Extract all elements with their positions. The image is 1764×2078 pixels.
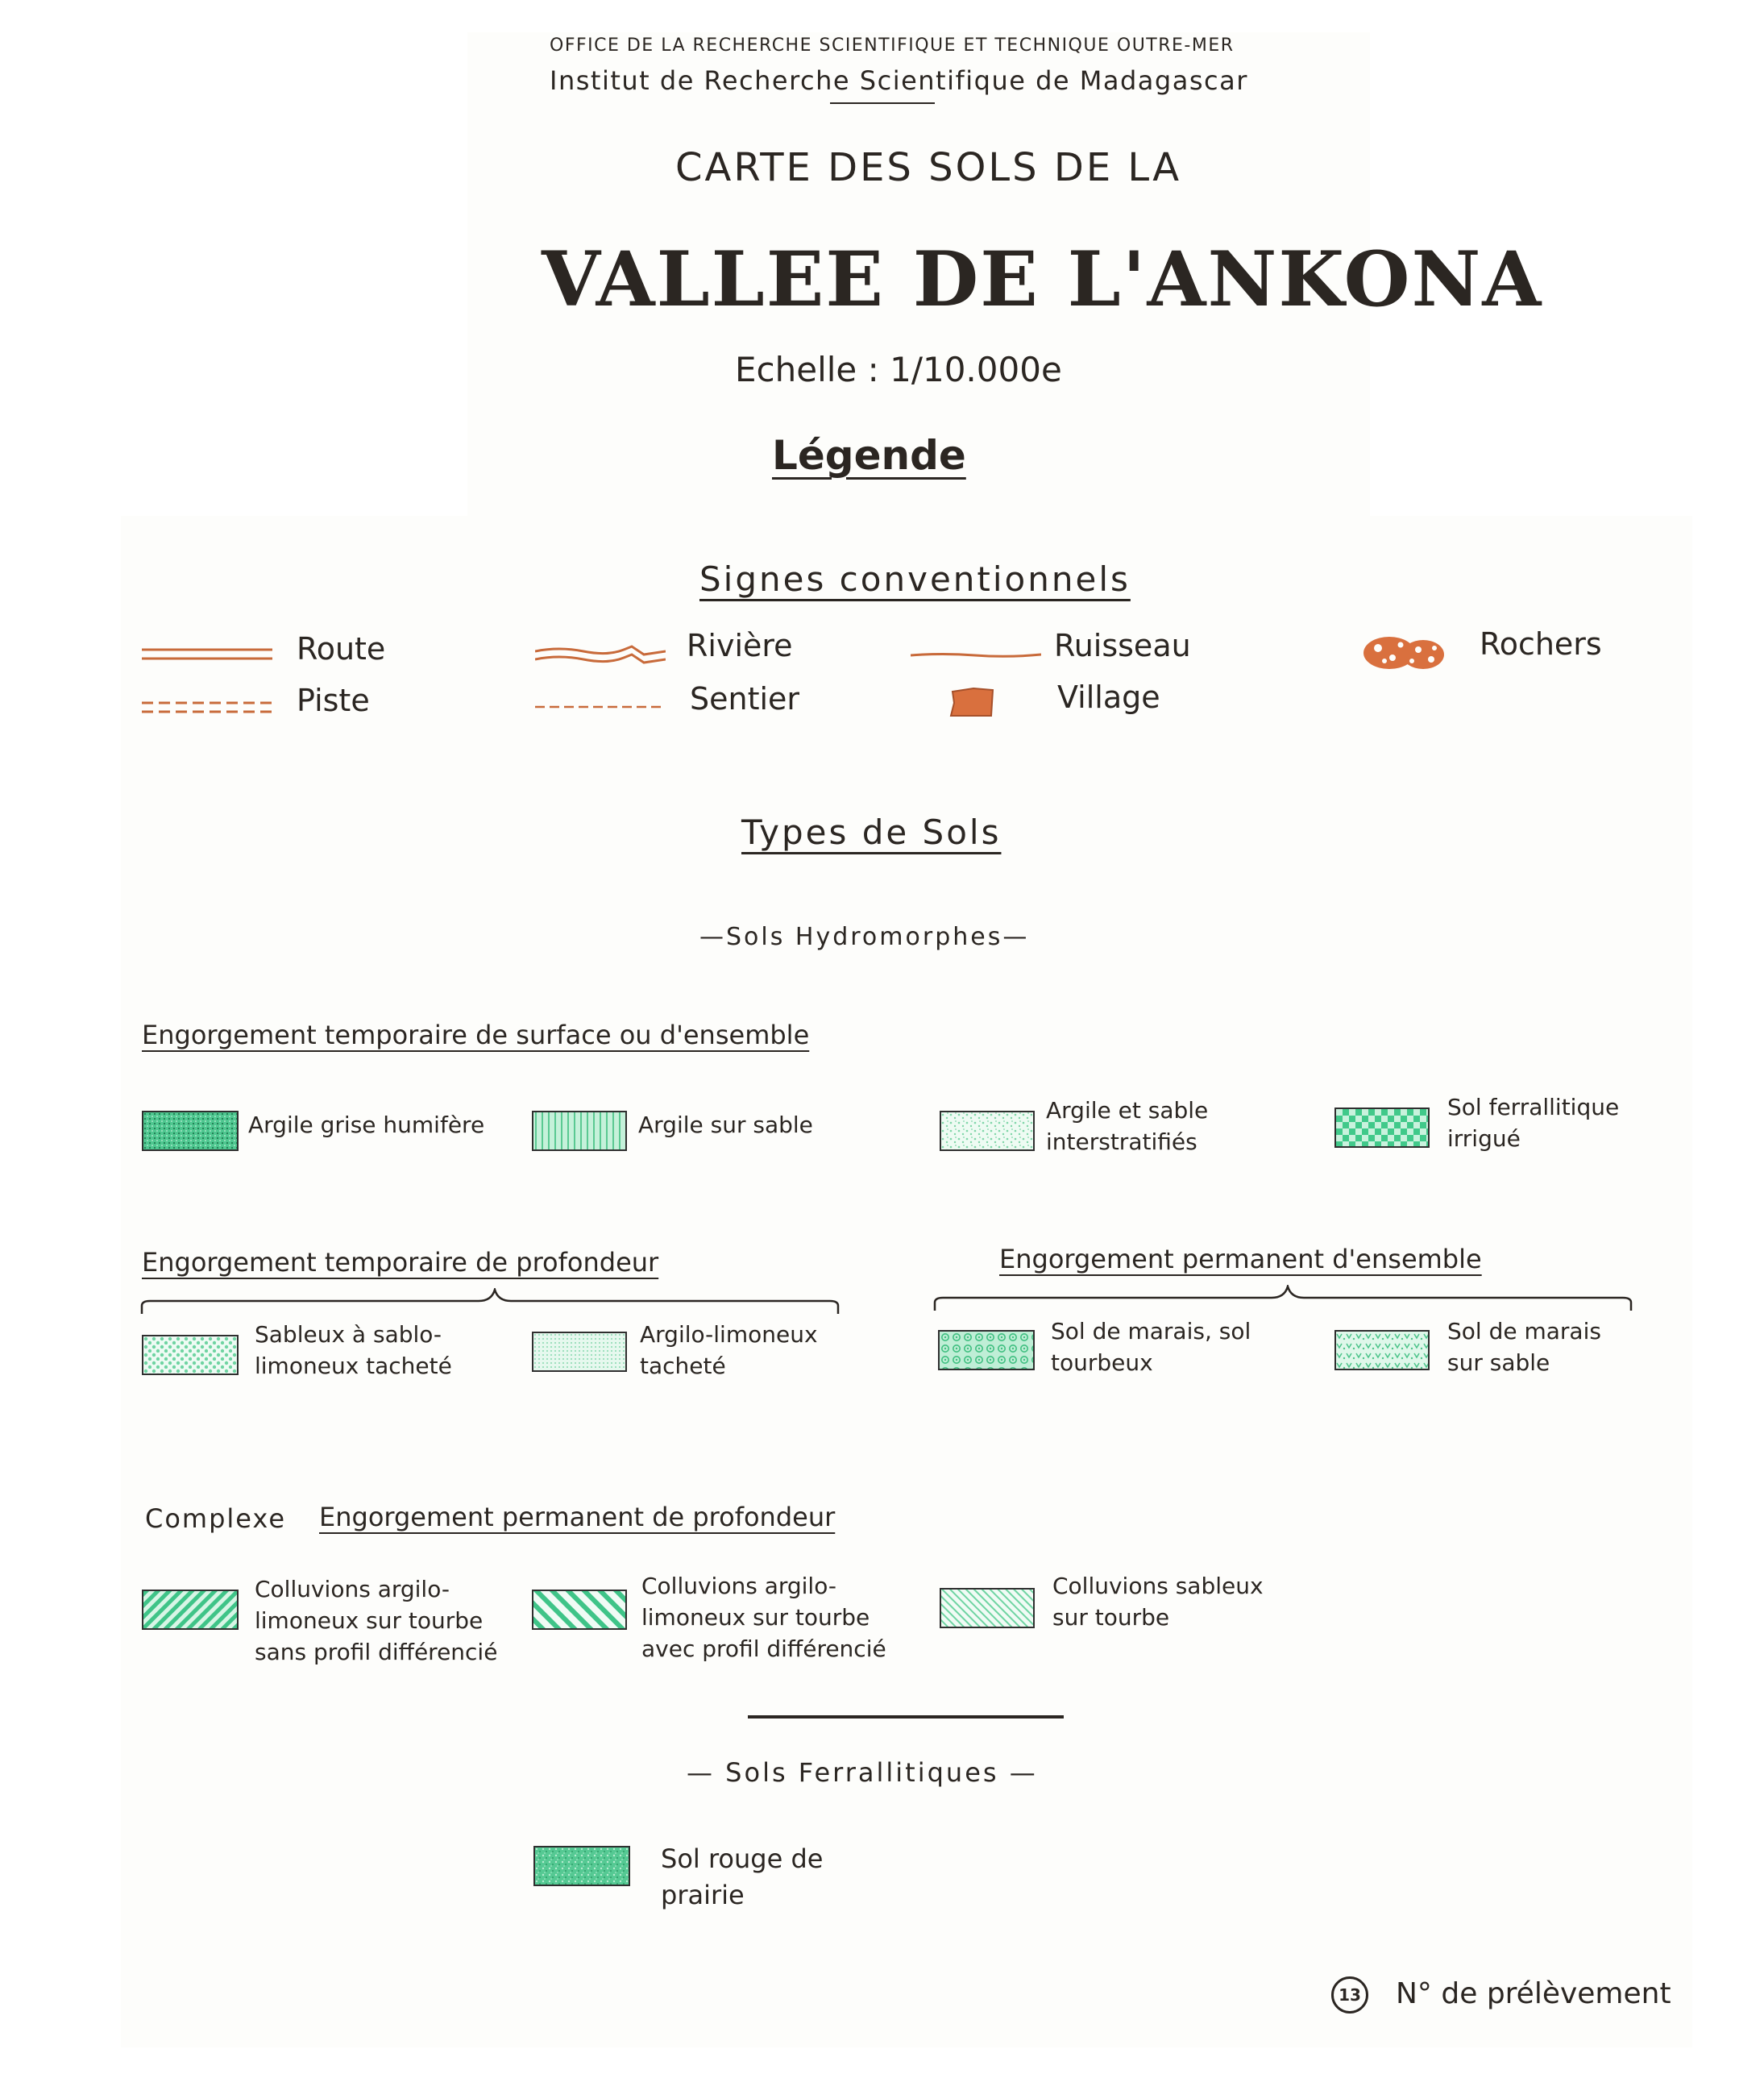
sign-label-ruisseau: Ruisseau: [1054, 628, 1191, 663]
swatch-colluvions-sableux: [940, 1588, 1035, 1628]
river-icon: [535, 643, 666, 667]
map-sheet-bg: [121, 516, 1692, 2047]
sample-number-icon: [1331, 1976, 1368, 2014]
soil-label-sol-ferrallitique-irrigue: Sol ferrallitique irrigué: [1447, 1094, 1620, 1153]
swatch-sol-marais-tourbeux: [938, 1330, 1035, 1370]
section-rule: [748, 1715, 1064, 1719]
swatch-sol-marais-sable: [1334, 1330, 1430, 1370]
swatch-argile-sable: [532, 1111, 627, 1151]
soil-label-colluvions-sans-profil: Colluvions argilo-limoneux sur tourbe sans profil différencié: [255, 1576, 498, 1666]
soil-label-colluvions-sableux: Colluvions sableux sur tourbe: [1052, 1573, 1264, 1631]
soil-label-argile-sable: Argile sur sable: [638, 1112, 813, 1138]
track-icon: [142, 700, 272, 716]
group-title-depth: Engorgement temporaire de profondeur: [142, 1247, 659, 1278]
soil-label-colluvions-avec-profil: Colluvions argilo-limoneux sur tourbe avec profil différencié: [641, 1573, 886, 1663]
soil-label-argile-grise: Argile grise humifère: [248, 1112, 485, 1138]
swatch-argile-grise: [142, 1111, 239, 1151]
rocks-icon: [1362, 634, 1446, 672]
office-name: OFFICE DE LA RECHERCHE SCIENTIFIQUE ET TECHNIQUE OUTRE-MER: [550, 35, 1235, 56]
swatch-sableux-tachete: [142, 1335, 239, 1375]
swatch-sol-rouge-prairie: [533, 1846, 630, 1886]
sign-label-village: Village: [1057, 680, 1160, 715]
group-prefix-complexe: Complexe: [145, 1503, 287, 1534]
sign-label-sentier: Sentier: [690, 681, 800, 717]
swatch-colluvions-avec-profil: [532, 1590, 627, 1630]
sign-label-piste: Piste: [297, 683, 370, 718]
path-icon: [535, 703, 666, 711]
group-title-permanent: Engorgement permanent d'ensemble: [999, 1244, 1482, 1274]
legend-heading: Légende: [772, 432, 966, 479]
soil-label-sableux-tachete: Sableux à sablo-limoneux tacheté: [255, 1321, 452, 1380]
road-icon: [142, 646, 272, 663]
soil-types-heading: Types de Sols: [741, 812, 1002, 852]
conventional-signs-heading: Signes conventionnels: [699, 559, 1131, 599]
swatch-colluvions-sans-profil: [142, 1590, 239, 1630]
soil-label-argilo-limoneux-tachete: Argilo-limoneux tacheté: [640, 1321, 818, 1380]
group-title-surface: Engorgement temporaire de surface ou d'ensemble: [142, 1020, 810, 1050]
map-title-top: CARTE DES SOLS DE LA: [675, 145, 1182, 190]
village-icon: [949, 687, 994, 717]
hydromorphic-heading: —Sols Hydromorphes—: [699, 923, 1030, 951]
soil-label-argile-interstratifies: Argile et sable interstratifiés: [1046, 1097, 1209, 1156]
map-title-main: VALLEE DE L'ANKONA: [542, 235, 1543, 324]
soil-label-sol-marais-tourbeux: Sol de marais, sol tourbeux: [1051, 1318, 1251, 1377]
brace-permanent: [933, 1285, 1634, 1314]
institute-underline: [830, 102, 935, 104]
map-scale: Echelle : 1/10.000e: [735, 350, 1062, 389]
swatch-sol-ferrallitique-irrigue: [1334, 1108, 1430, 1148]
sample-label: N° de prélèvement: [1396, 1977, 1671, 2010]
soil-label-sol-marais-sable: Sol de marais sur sable: [1447, 1318, 1601, 1377]
ferrallitic-heading: — Sols Ferrallitiques —: [687, 1757, 1038, 1788]
sign-label-rochers: Rochers: [1480, 626, 1602, 662]
soil-label-sol-rouge-prairie: Sol rouge de prairie: [661, 1843, 824, 1910]
sample-number: 13: [1339, 1985, 1361, 2005]
group-title-complex: Engorgement permanent de profondeur: [319, 1502, 836, 1532]
institute-name: Institut de Recherche Scientifique de Madagascar: [550, 65, 1248, 96]
swatch-argile-interstratifies: [940, 1111, 1035, 1151]
stream-icon: [911, 651, 1041, 659]
sign-label-riviere: Rivière: [687, 628, 793, 663]
sign-label-route: Route: [297, 631, 386, 667]
brace-depth: [140, 1288, 841, 1317]
swatch-argilo-limoneux-tachete: [532, 1332, 627, 1372]
